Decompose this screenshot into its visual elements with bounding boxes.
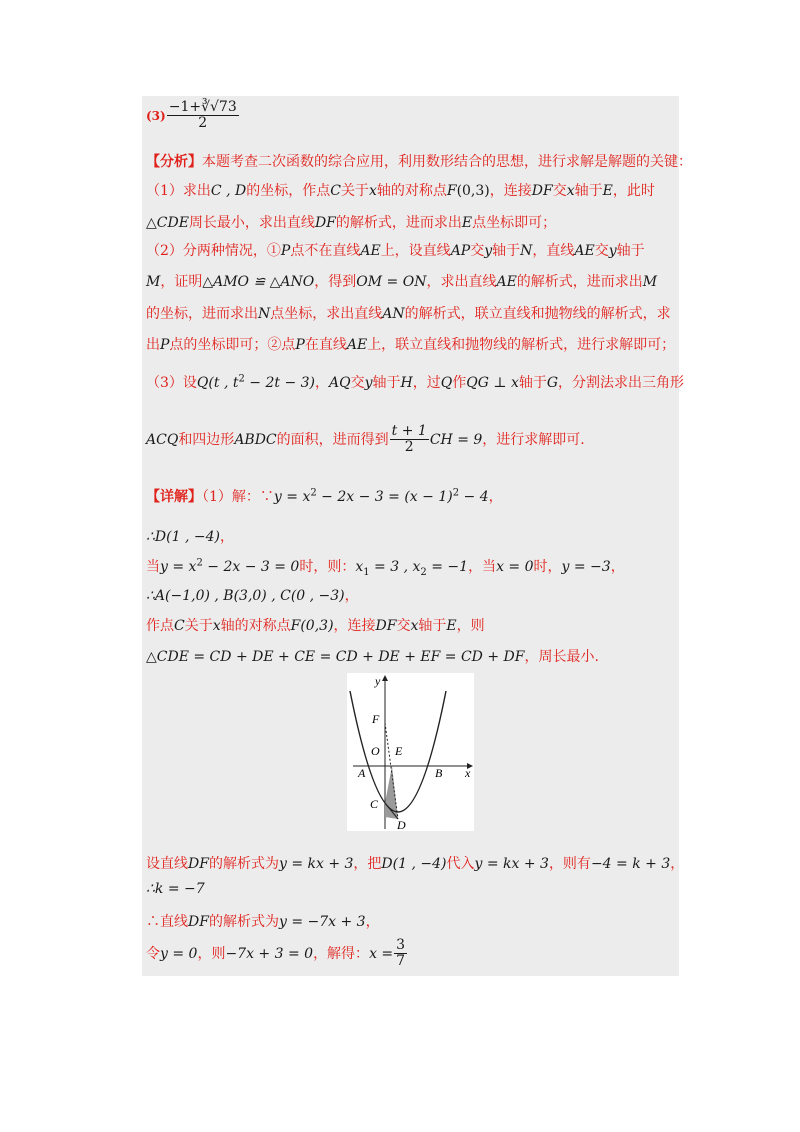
detail-line-6: △CDE = CD + DE + CE = CD + DE + EF = CD + DF，周长最小. xyxy=(146,649,599,665)
detail-line-2: ∴D(1 , −4)， xyxy=(146,529,234,545)
answer-fraction: $\frac{-1+∛√73}{2}$ xyxy=(168,99,237,132)
analysis-line-5: 的坐标，进而求出N点坐标，求出直线AN的解析式，联立直线和抛物线的解析式，求 xyxy=(146,306,671,322)
analysis-line-2: △CDE周长最小，求出直线DF的解析式，进而求出E点坐标即可； xyxy=(146,215,557,231)
analysis-line-1: （1）求出C , D的坐标，作点C关于x轴的对称点F(0,3)，连接DF交x轴于E，此时 xyxy=(146,183,655,199)
answer-part-3 xyxy=(146,100,240,132)
analysis-line-8: ACQ和四边形ABDC的面积，进而得到 $\frac{t + 1}{2}$ CH = 9，进行求解即可. xyxy=(146,423,585,456)
detail-line-5: 作点C关于x轴的对称点F(0,3)，连接DF交x轴于E，则 xyxy=(146,618,485,634)
label-a: A xyxy=(358,766,366,780)
label-o: O xyxy=(371,744,380,758)
label-b: B xyxy=(435,766,443,780)
detail-line-7: 设直线DF的解析式为y = kx + 3，把D(1 , −4)代入y = kx + 3，则有−4 = k + 3， xyxy=(146,856,685,872)
part-label: (3) xyxy=(146,108,166,123)
label-c: C xyxy=(370,797,379,811)
analysis-line-3: （2）分两种情况，①P点不在直线AE上，设直线AP交y轴于N，直线AE交y轴于 xyxy=(146,243,645,259)
detail-line-1: 【详解】（1）解：∵y = $x^2 - 2x - 3 = (x - 1)^2 - 4$， xyxy=(146,487,503,505)
analysis-tag: 【分析】 xyxy=(146,154,202,170)
parabola-figure xyxy=(347,673,474,831)
detail-line-8: ∴k = −7 xyxy=(146,881,205,897)
parabola-graph xyxy=(347,673,474,831)
detail-tag: 【详解】 xyxy=(146,489,202,505)
analysis-line-4: M，证明△AMO ≌ △ANO，得到OM = ON，求出直线AE的解析式，进而求出M xyxy=(146,274,658,290)
analysis-intro: 【分析】本题考查二次函数的综合应用，利用数形结合的思想，进行求解是解题的关键： xyxy=(146,154,692,170)
label-x: x xyxy=(465,766,471,780)
label-y: y xyxy=(375,674,381,688)
label-f: F xyxy=(372,712,380,726)
label-e: E xyxy=(395,744,403,758)
analysis-line-6: 出P点的坐标即可；②点P在直线AE上，联立直线和抛物线的解析式，进行求解即可； xyxy=(146,337,676,353)
detail-line-4: ∴A(−1,0) , B(3,0) , C(0 , −3)， xyxy=(146,588,359,604)
label-d: D xyxy=(397,818,406,831)
analysis-line-7: （3）设Q(t , $t^2 - 2t - 3$)，AQ交y轴于H，过Q作QG ⊥ x轴于G，分割法求出三角形 xyxy=(146,373,685,391)
detail-line-3: 当$y = x^2 - 2x - 3 = 0$时，则：$x_1 = 3$ , $x_2 = -1$，当x = 0时，y = −3， xyxy=(146,557,625,578)
detail-line-9: ∴直线DF的解析式为y = −7x + 3， xyxy=(146,914,380,930)
detail-line-10: 令y = 0，则−7x + 3 = 0，解得：x = $\frac{3}{7}$ xyxy=(146,937,406,970)
